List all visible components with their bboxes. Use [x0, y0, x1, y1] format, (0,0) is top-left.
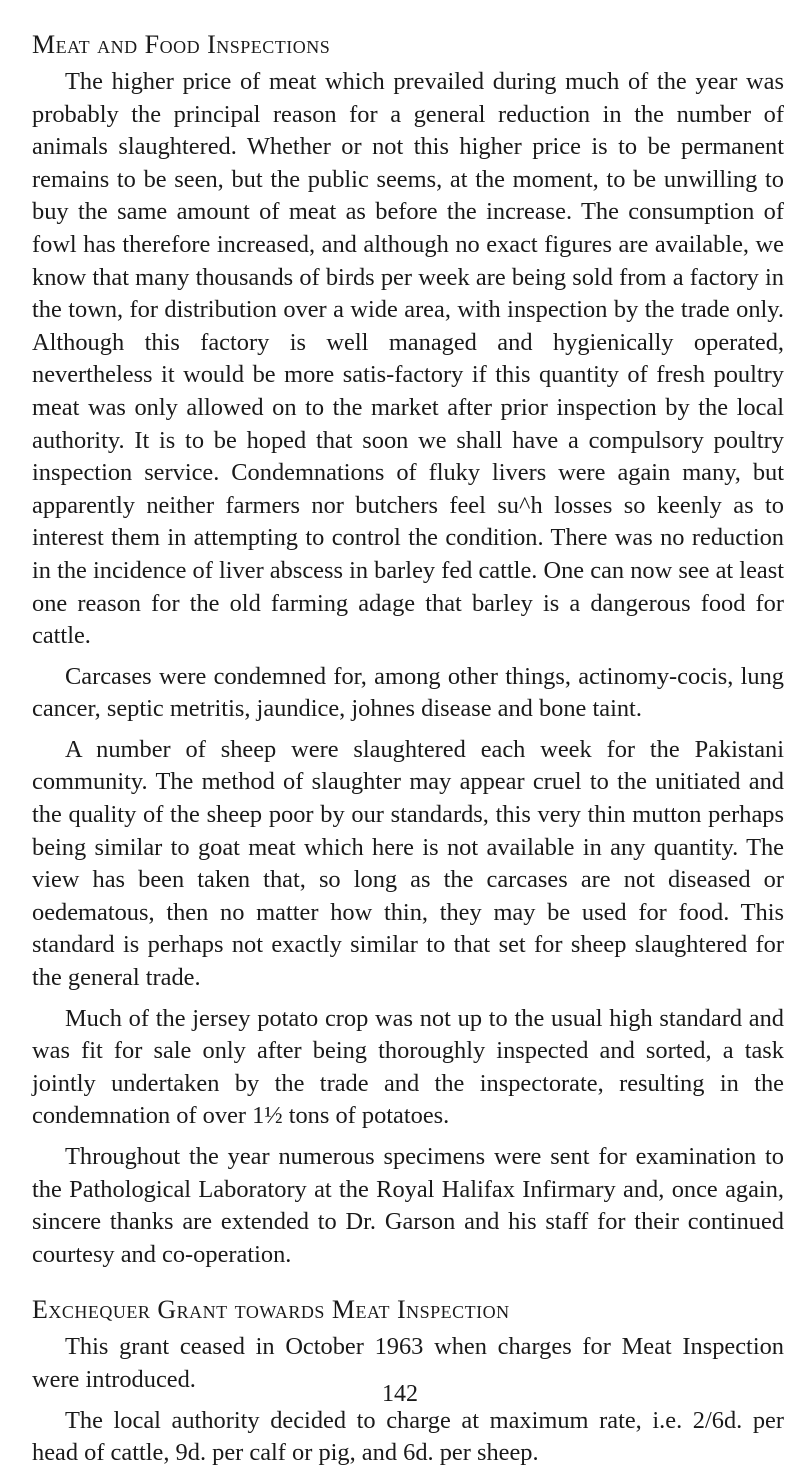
paragraph: Throughout the year numerous specimens were sent for examination to the Pathological Laboratory at the Royal Halifax Infirmary and, once again, sincere thanks are extended to Dr. Garson and his staff for their continued courtesy and co-operation.: [32, 1143, 784, 1268]
document-page: [32, 28, 784, 1478]
page-number: 142: [382, 1381, 418, 1407]
section-heading-meat-food: Meat and Food Inspections: [32, 30, 331, 59]
paragraph: Carcases were condemned for, among other things, actinomy-cocis, lung cancer, septic metritis, jaundice, johnes disease and bone taint.: [32, 662, 784, 723]
paragraph: The higher price of meat which prevailed during much of the year was probably the principal reason for a general reduction in the number of animals slaughtered. Whether or not this higher price is to be permanent remains to be seen, but the public seems, at the moment, to be unwilling to buy the same amount of meat as before the increase. The consumption of fowl has therefore increased, and although no exact figures are available, we know that many thousands of birds per week are being sold from a factory in the town, for distribution over a wide area, with inspection by the trade only. Although this factory is well managed and hygienically operated, nevertheless it would be more satis-factory if this quantity of fresh poultry meat was only allowed on to the market after prior inspection by the local authority. It is to be hoped that soon we shall have a compulsory poultry inspection service. Condemnations of fluky livers were again many, but apparently neither farmers nor butchers feel su^h losses so keenly as to interest them in attempting to control the condition. There was no reduction in the incidence of liver abscess in barley fed cattle. One can now see at least one reason for the old farming adage that barley is a dangerous food for cattle.: [32, 68, 784, 650]
paragraph: A number of sheep were slaughtered each week for the Pakistani community. The method of slaughter may appear cruel to the unitiated and the quality of the sheep poor by our standards, this very thin mutton perhaps being similar to goat meat which here is not available in any quantity. The view has been taken that, so long as the carcases are not diseased or oedematous, then no matter how thin, they may be used for food. This standard is perhaps not exactly similar to that set for sheep slaughtered for the general trade.: [32, 735, 784, 992]
section-meat-food-inspections: [32, 28, 784, 1271]
paragraph: Much of the jersey potato crop was not up to the usual high standard and was fit for sale only after being thoroughly inspected and sorted, a task jointly undertaken by the trade and the inspectorate, resulting in the condemnation of over 1½ tons of potatoes.: [32, 1004, 784, 1130]
paragraph: The local authority decided to charge at maximum rate, i.e. 2/6d. per head of cattle, 9d. per calf or pig, and 6d. per sheep.: [32, 1406, 784, 1467]
paragraph: This grant ceased in October 1963 when charges for Meat Inspection were introduced.: [32, 1333, 784, 1393]
section-heading-exchequer: Exchequer Grant towards Meat Inspection: [32, 1295, 510, 1325]
